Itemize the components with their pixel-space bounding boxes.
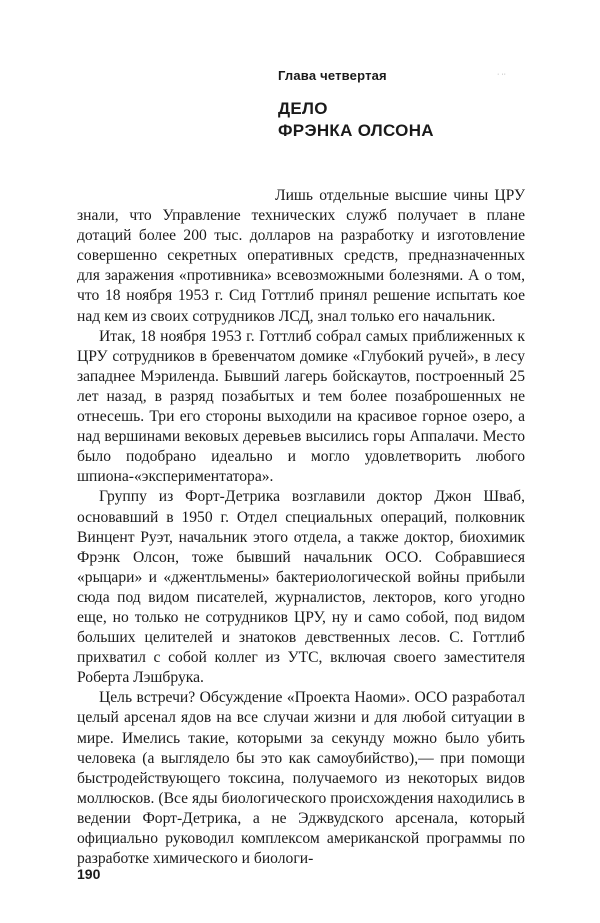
body-text — [77, 186, 525, 869]
paragraph-2: Итак, 18 ноября 1953 г. Готтлиб собрал самых приближенных к ЦРУ сотрудников в бревенчатом домике «Глубокий ручей», в лесу западнее Мэриленда. Бывший лагерь бойскаутов, построенный 25 лет назад, в разряд позабытых и тем более позаброшенных не отнесешь. Три его стороны выходили на красивое горное озеро, а над вершинами вековых деревьев высились горы Аппалачи. Место было подобрано идеально и могло удовлетворить любого шпиона-«экспериментатора». — [77, 327, 525, 486]
chapter-title-line-2: ФРЭНКА ОЛСОНА — [278, 121, 434, 140]
paragraph-1: Лишь отдельные высшие чины ЦРУ знали, что Управление технических служб получает в плане дотаций более 200 тыс. долларов на разработку и изготовление совершенно секретных оперативных средств, предназначенных для заражения «противника» всевозможными болезнями. А о том, что 18 ноября 1953 г. Сид Готтлиб принял решение испытать кое над кем из своих сотрудников ЛСД, знал только его начальник. — [77, 187, 525, 325]
page-number: 190 — [77, 866, 101, 882]
chapter-title — [278, 98, 434, 142]
paragraph-3: Группу из Форт-Детрика возглавили доктор Джон Шваб, основавший в 1950 г. Отдел специальных операций, полковник Винцент Руэт, начальник этого отдела, а также доктор, биохимик Фрэнк Олсон, тоже бывший начальник ОСО. Собравшиеся «рыцари» и «джентльмены» бактериологической войны прибыли сюда под видом писателей, журналистов, лекторов, кого угодно еще, но только не сотрудников ЦРУ, ну и само собой, под видом больших целителей и знатоков девственных лесов. С. Готтлиб прихватил с собой коллег из УТС, включая своего заместителя Роберта Лэшбрука. — [77, 488, 525, 687]
margin-mark: · ·· — [497, 71, 506, 78]
chapter-title-line-1: ДЕЛО — [278, 99, 328, 118]
paragraph-4: Цель встречи? Обсуждение «Проекта Наоми». ОСО разработал целый арсенал ядов на все случаи жизни и для любой ситуации в мире. Имелись такие, которыми за секунду можно было убить человека (а выглядело бы это как самоубийство),— при помощи быстродействующего токсина, получаемого из некоторых видов моллюсков. (Все яды биологического происхождения находились в ведении Форт-Детрика, а не Эджвудского арсенала, который официально руководил комплексом американской программы по разработке химического и биологи- — [77, 689, 525, 868]
chapter-label: Глава четвертая — [278, 68, 387, 83]
